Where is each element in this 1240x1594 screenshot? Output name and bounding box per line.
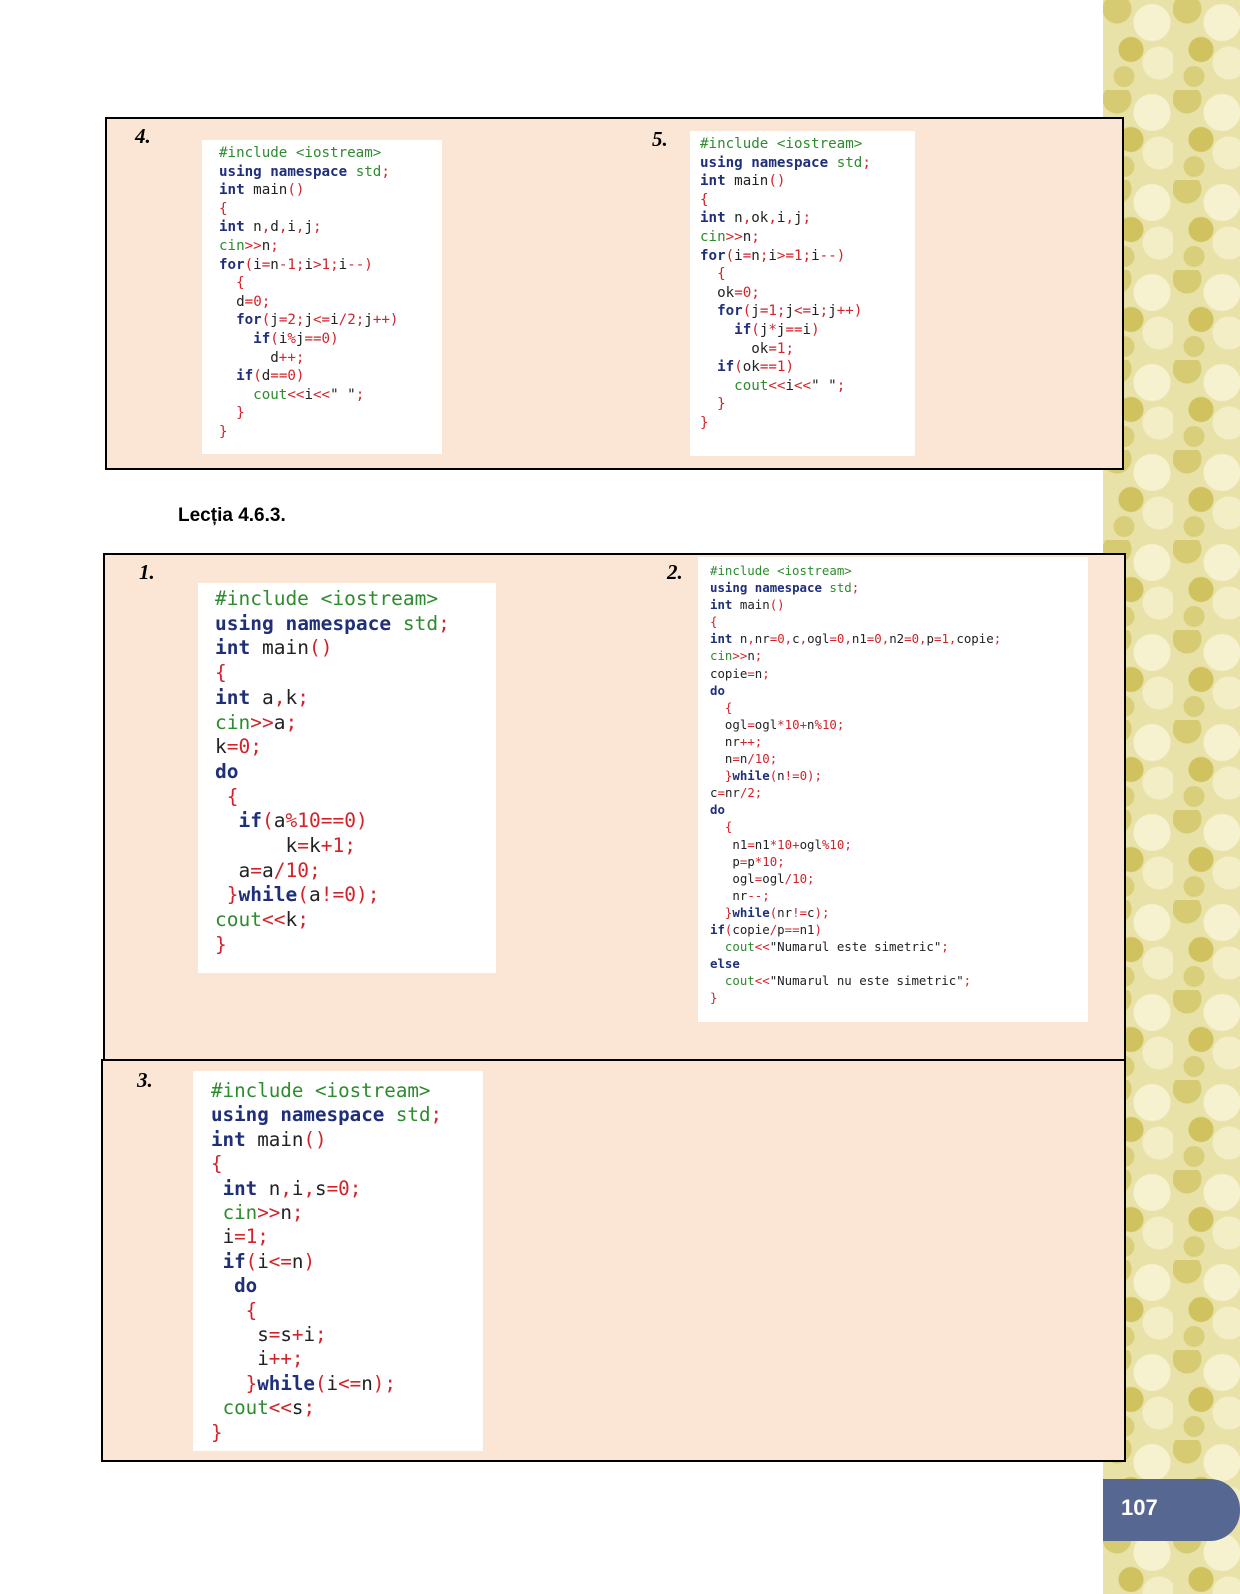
code-line: } <box>236 405 245 422</box>
code-line: cin>>n; <box>710 648 763 664</box>
code-line: if(ok==1) <box>717 359 795 376</box>
code-line: n=n/10; <box>724 751 778 767</box>
code-line: } <box>700 414 709 431</box>
code-line: { <box>724 699 733 715</box>
code-line: if(i%j==0) <box>253 330 339 347</box>
code-line: { <box>211 1152 223 1176</box>
code-line: if(a%10==0) <box>238 809 368 833</box>
exercise-number: 4. <box>135 124 151 148</box>
code-line: d=0; <box>236 293 271 310</box>
code-line: ok=0; <box>717 284 760 301</box>
code-line: do <box>234 1274 258 1298</box>
code-line: cout<<i<<" "; <box>734 377 846 394</box>
code-line: k=0; <box>215 735 262 759</box>
page-number-badge <box>1103 1479 1240 1541</box>
code-line: do <box>215 759 239 783</box>
code-line: int n,ok,i,j; <box>700 210 812 227</box>
code-line: k=k+1; <box>285 834 356 858</box>
code-line: s=s+i; <box>257 1323 327 1347</box>
code-line: a=a/10; <box>238 858 321 882</box>
code-line: ok=1; <box>751 340 794 357</box>
code-line: } <box>215 932 227 956</box>
exercise-number: 1. <box>139 560 155 584</box>
code-block <box>198 583 496 973</box>
code-line: int main() <box>710 597 785 613</box>
code-line: if(copie/p==n1) <box>710 921 822 937</box>
code-line: { <box>226 784 239 808</box>
code-line: using namespace std; <box>211 1103 443 1127</box>
exercise-number: 2. <box>667 560 683 584</box>
code-line: }while(i<=n); <box>245 1371 396 1395</box>
code-line: nr++; <box>724 733 763 749</box>
code-line: do <box>710 802 725 818</box>
code-line: using namespace std; <box>219 163 390 180</box>
code-line: int main() <box>700 173 786 190</box>
code-line: cout<<i<<" "; <box>253 386 365 403</box>
code-line: using namespace std; <box>700 154 871 171</box>
code-line: int n,i,s=0; <box>222 1176 362 1200</box>
code-line: #include <iostream> <box>700 136 863 152</box>
exercise-number: 5. <box>652 127 668 151</box>
code-block <box>698 557 1088 1022</box>
code-line: int main() <box>211 1127 327 1151</box>
code-line: { <box>236 275 245 292</box>
code-line: int n,nr=0,c,ogl=0,n1=0,n2=0,p=1,copie; <box>710 631 1002 647</box>
code-line: { <box>724 819 733 835</box>
code-line: using namespace std; <box>710 580 860 596</box>
code-block <box>193 1071 483 1451</box>
code-line: { <box>215 661 227 685</box>
code-line: if(j*j==i) <box>734 321 820 338</box>
code-line: { <box>710 614 718 630</box>
code-line: if(i<=n) <box>222 1249 316 1273</box>
code-line: cout<<s; <box>222 1396 316 1420</box>
code-line: cin>>n; <box>219 237 279 254</box>
code-line: #include <iostream> <box>215 587 439 610</box>
code-line: cin>>a; <box>215 710 298 734</box>
code-line: int main() <box>219 182 305 199</box>
code-line: i=1; <box>222 1225 269 1249</box>
code-line: } <box>211 1420 223 1444</box>
code-line: cin>>n; <box>222 1201 304 1225</box>
code-line: }while(n!=0); <box>724 768 822 784</box>
page-number: 107 <box>1121 1495 1158 1520</box>
code-line: #include <iostream> <box>219 145 382 161</box>
code-line: { <box>245 1298 258 1322</box>
code-line: i++; <box>257 1347 304 1371</box>
code-line: ogl=ogl*10+n%10; <box>724 716 845 732</box>
code-line: #include <iostream> <box>710 563 852 578</box>
code-line: } <box>717 396 726 413</box>
code-line: { <box>700 191 709 208</box>
code-line: p=p*10; <box>732 853 785 869</box>
code-line: cout<<k; <box>215 908 309 932</box>
code-line: n1=n1*10+ogl%10; <box>732 836 852 852</box>
code-line: }while(a!=0); <box>226 883 380 907</box>
code-line: d++; <box>270 349 305 366</box>
code-line: else <box>710 956 740 972</box>
code-line: for(j=2;j<=i/2;j++) <box>236 312 399 329</box>
code-line: for(j=1;j<=i;j++) <box>717 303 863 320</box>
code-line: nr--; <box>732 887 770 903</box>
code-line: { <box>717 266 726 283</box>
code-line: c=nr/2; <box>710 785 763 801</box>
code-line: int n,d,i,j; <box>219 219 322 236</box>
code-line: cin>>n; <box>700 228 760 245</box>
code-line: for(i=n;i>=1;i--) <box>700 247 846 264</box>
code-line: } <box>219 423 228 440</box>
code-line: copie=n; <box>710 665 770 681</box>
code-line: using namespace std; <box>215 611 450 635</box>
code-line: #include <iostream> <box>211 1079 431 1102</box>
code-line: }while(nr!=c); <box>724 904 830 920</box>
code-line: int main() <box>215 636 333 660</box>
exercise-number: 3. <box>137 1068 153 1092</box>
code-block <box>202 140 442 454</box>
code-line: cout<<"Numarul nu este simetric"; <box>724 973 972 989</box>
code-line: ogl=ogl/10; <box>732 870 815 886</box>
code-line: cout<<"Numarul este simetric"; <box>724 939 949 955</box>
code-block <box>690 131 915 456</box>
code-line: if(d==0) <box>236 368 305 385</box>
lesson-title: Lecția 4.6.3. <box>178 505 286 526</box>
code-line: { <box>219 200 228 217</box>
code-line: do <box>710 682 725 698</box>
code-line: int a,k; <box>215 685 309 709</box>
code-line: for(i=n-1;i>1;i--) <box>219 256 373 273</box>
code-line: } <box>710 990 718 1006</box>
